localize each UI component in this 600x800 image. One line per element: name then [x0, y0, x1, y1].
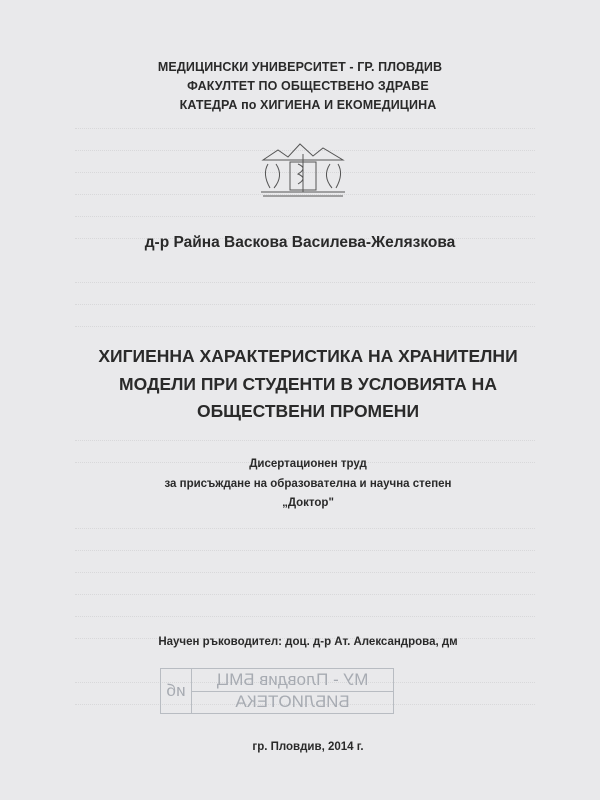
- dissertation-title: [8, 343, 600, 426]
- department-name: КАТЕДРА по ХИГИЕНА И ЕКОМЕДИЦИНА: [179, 98, 437, 112]
- faculty-name: ФАКУЛТЕТ ПО ОБЩЕСТВЕНО ЗДРАВЕ: [187, 79, 429, 93]
- supervisor: Научен ръководител: доц. д-р Ат. Александрова, дм: [158, 636, 458, 648]
- subtitle-line: за присъждане на образователна и научна степен: [164, 477, 452, 490]
- stamp-code: иб: [161, 669, 192, 713]
- dissertation-subtitle: [8, 455, 600, 514]
- title-line: ХИГИЕННА ХАРАКТЕРИСТИКА НА ХРАНИТЕЛНИ: [98, 346, 518, 366]
- author-name: д-р Райна Васкова Василева-Желязкова: [144, 234, 456, 251]
- title-line: ОБЩЕСТВЕНИ ПРОМЕНИ: [196, 401, 420, 421]
- stamp-line: МУ - Пловдив БМЦ: [192, 669, 393, 692]
- place-date: гр. Пловдив, 2014 г.: [252, 741, 364, 753]
- stamp-line: БИБЛИОТЕКА: [235, 692, 350, 712]
- university-name: МЕДИЦИНСКИ УНИВЕРСИТЕТ - ГР. ПЛОВДИВ: [157, 60, 443, 74]
- subtitle-line: „Доктор": [282, 497, 334, 509]
- university-emblem-icon: [258, 142, 348, 202]
- subtitle-line: Дисертационен труд: [249, 458, 367, 470]
- title-line: МОДЕЛИ ПРИ СТУДЕНТИ В УСЛОВИЯТА НА: [119, 373, 497, 394]
- library-stamp: [160, 668, 394, 714]
